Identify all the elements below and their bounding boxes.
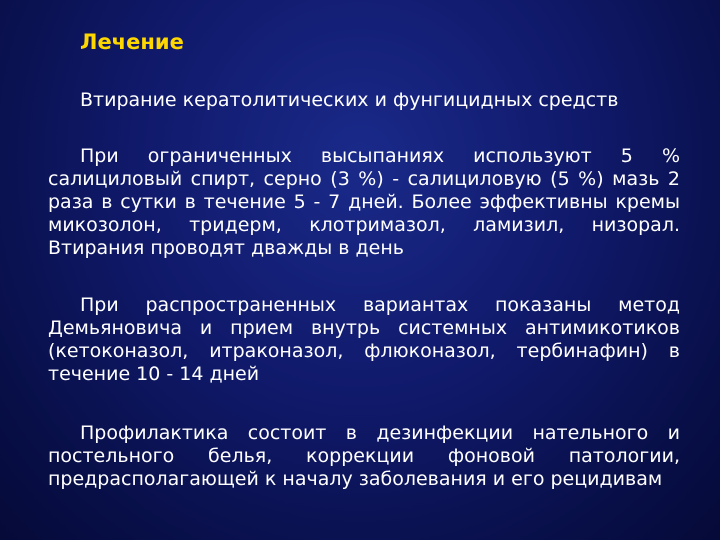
paragraph-prevention: Профилактика состоит в дезинфекции нательного и постельного белья, коррекции фоновой патологии, предрасполагающей к началу заболевания и его рецидивам xyxy=(48,422,680,490)
slide-subtitle: Втирание кератолитических и фунгицидных средств xyxy=(80,89,619,111)
paragraph-local-treatment: При ограниченных высыпаниях используют 5 % салициловый спирт, серно (3 %) - салициловую (5 %) мазь 2 раза в сутки в течение 5 - 7 дней. Более эффективны кремы микозолон, тридерм, клотримазол, ламизил, низорал. Втирания проводят дважды в день xyxy=(48,145,680,259)
paragraph-systemic-treatment: При распространенных вариантах показаны метод Демьяновича и прием внутрь системных антимикотиков (кетоконазол, итраконазол, флюконазол, тербинафин) в течение 10 - 14 дней xyxy=(48,294,680,385)
slide-title: Лечение xyxy=(80,30,184,54)
